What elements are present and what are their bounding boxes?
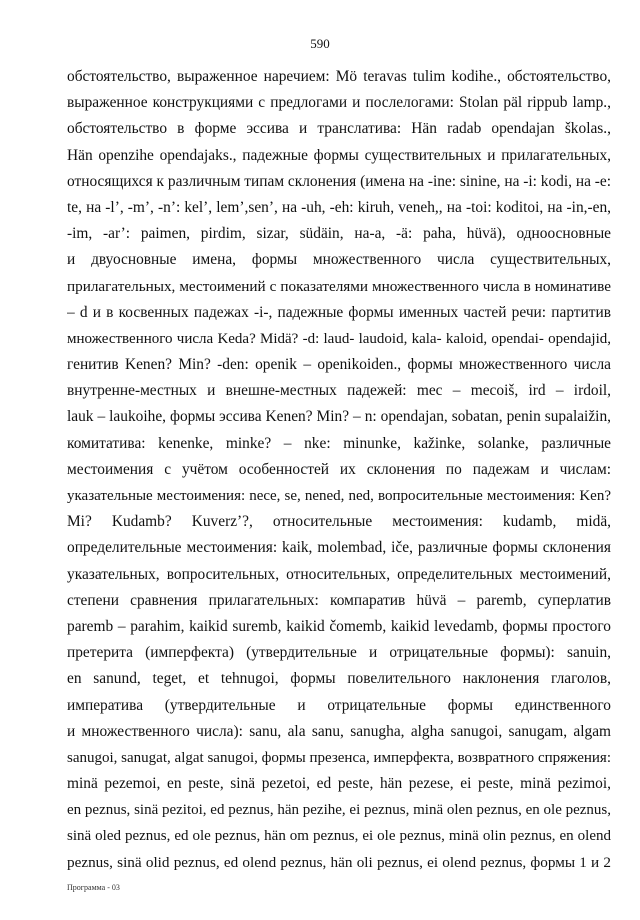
text-line: sinä oled peznus, ed ole peznus, hän om peznus, ei ole peznus, minä olin peznus, en olend bbox=[67, 828, 611, 845]
text-line: Mi? Kudamb? Kuverz’?, относительные местоимения: kudamb, midä, bbox=[67, 513, 611, 531]
text-line: внутренне-местных и внешне-местных падежей: mec – mecoiš, ird – irdoil, bbox=[67, 382, 611, 400]
text-line: en sanund, teget, et tehnugoi, формы повелительного наклонения глаголов, bbox=[67, 670, 611, 688]
text-line: указательных, вопросительных, относительных, определительных местоимений, bbox=[67, 565, 611, 583]
text-line: указательные местоимения: nece, se, nened, ned, вопросительные местоимения: Ken? bbox=[67, 488, 611, 504]
text-line: и множественного числа): sanu, ala sanu, sanugha, algha sanugoi, sanugam, algam bbox=[67, 722, 611, 740]
text-line: paremb – parahim, kaikid suremb, kaikid čomemb, kaikid levedamb, формы простого bbox=[67, 617, 611, 635]
text-line: определительные местоимения: kaik, molembad, iče, различные формы склонения bbox=[67, 539, 611, 557]
text-line: te, на -l’, -m’, -n’: kel’, lem’,sen’, на -uh, -eh: kiruh, veneh,, на -toi: koditoi, на -in,-en, bbox=[67, 198, 611, 216]
text-line: и двуосновные имена, формы множественного числа существительных, bbox=[67, 251, 611, 269]
text-line: генитив Kenen? Min? -den: openik – openikoiden., формы множественного числа bbox=[67, 356, 611, 374]
text-line: -im, -ar’: paimen, pirdim, sizar, südäin, на-a, -ä: paha, hüvä), одноосновные bbox=[67, 225, 611, 243]
text-line: Hän openzihe opendajaks., падежные формы существительных и прилагательных, bbox=[67, 146, 611, 164]
text-line: прилагательных, местоимений с показателями множественного числа в номинативе bbox=[67, 277, 611, 295]
text-line: minä pezemoi, en peste, sinä pezetoi, ed peste, hän pezese, ei peste, minä pezimoi, bbox=[67, 775, 611, 793]
text-line: выраженное конструкциями с предлогами и послелогами: Stolan päl rippub lamp., bbox=[67, 94, 611, 112]
text-line: en peznus, sinä pezitoi, ed peznus, hän pezihe, ei peznus, minä olen peznus, en ole peznus, bbox=[67, 802, 611, 819]
text-line: обстоятельство, выраженное наречием: Mö teravas tulim kodihe., обстоятельство, bbox=[67, 68, 611, 85]
text-line: относящихся к различным типам склонения (имена на -ine: sinine, на -i: kodi, на -e: bbox=[67, 172, 611, 190]
text-line: комитатива: kenenke, minke? – nke: minunke, kažinke, solanke, различные bbox=[67, 434, 611, 452]
text-line: sanugoi, sanugat, algat sanugoi, формы презенса, имперфекта, возвратного спряжения: bbox=[67, 749, 611, 766]
text-line: императива (утвердительные и отрицательные формы единственного bbox=[67, 696, 611, 714]
text-line: lauk – laukoihe, формы эссива Kenen? Min? – n: opendajan, sobatan, penin supalaižin, bbox=[67, 408, 611, 426]
text-line: множественного числа Keda? Midä? -d: laud- laudoid, kala- kaloid, opendai- opendajid, bbox=[67, 330, 611, 347]
text-line: претерита (имперфекта) (утвердительные и отрицательные формы): sanuin, bbox=[67, 644, 611, 662]
text-line: – d и в косвенных падежах -i-, падежные формы именных частей речи: партитив bbox=[67, 303, 611, 321]
text-line: местоимения с учётом особенностей их склонения по падежам и числам: bbox=[67, 460, 611, 478]
text-line: обстоятельство в форме эссива и транслатива: Hän radab opendajan školas., bbox=[67, 120, 611, 138]
body-text bbox=[67, 64, 611, 876]
page-footer: Программа - 03 bbox=[67, 883, 120, 892]
text-line: peznus, sinä olid peznus, ed olend peznus, hän oli peznus, ei olend peznus, формы 1 и 2 bbox=[67, 853, 611, 871]
text-line: степени сравнения прилагательных: компаратив hüvä – paremb, суперлатив bbox=[67, 591, 611, 609]
page-number: 590 bbox=[310, 36, 330, 51]
